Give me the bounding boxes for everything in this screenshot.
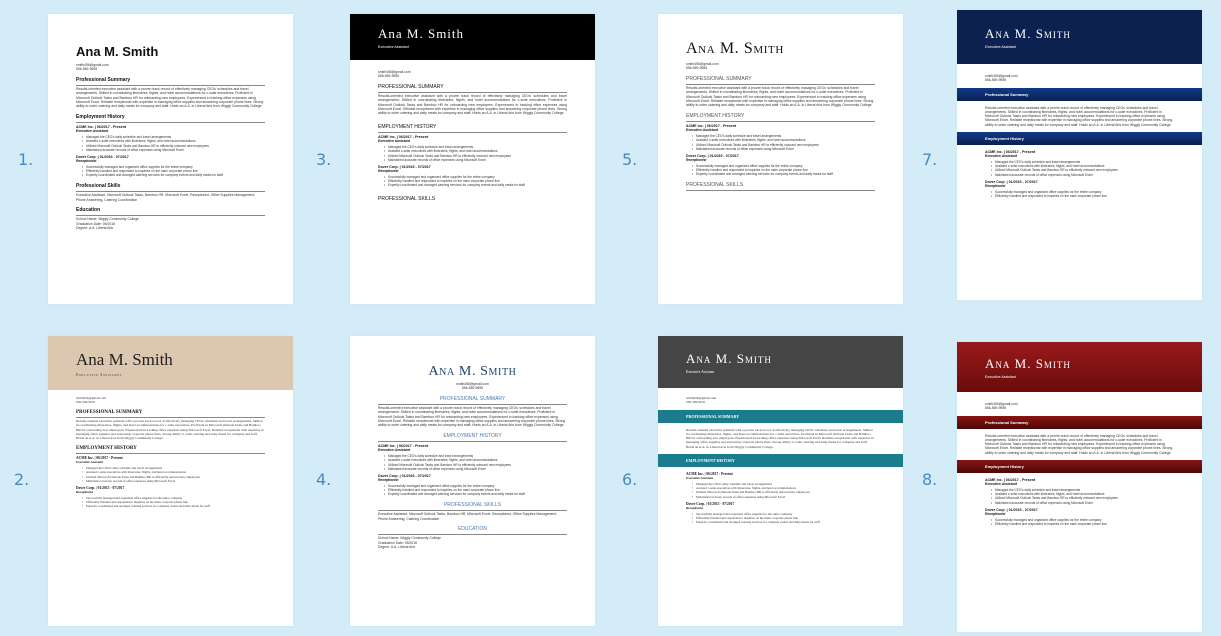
job-role: Executive Assistant (76, 460, 104, 465)
job-bullets (384, 454, 567, 471)
resume-name: Ana M. Smith (686, 350, 772, 366)
list-item: • Expertly coordinated and arranged catering services for company events and daily meals for staff (82, 173, 265, 177)
skills-text: Executive Assistant, Microsoft Outlook Tasks, Bamboo HR, Microsoft Excel, Receptionist, Office Supplies Management, Phone Answering, Catering Coordination (378, 512, 558, 521)
list-item: • Assisted c-suite executives with itineraries, flights, and hotel accommodations (384, 458, 567, 462)
divider (378, 510, 567, 511)
list-item: • Assisted c-suite executives with itineraries, flights, and hotel accommodations (692, 486, 875, 490)
divider (378, 441, 567, 442)
resume-name: Ana M. Smith (378, 25, 465, 41)
summary-text: Results-oriented executive assistant with a proven track record of effectively managing CEOs' schedules and travel arrangements. Skilled in coordinating itineraries, flights, and hotel accommodations for c-suite executives. Proficient in Microsoft Outlook Tasks and Bamboo HR for onboarding new employees. Experienced in tracking office expenses using Microsoft Excel. Reliable receptionist with expertise in managing office supplies and answering corporate phone lines. Strong ability to order catering and daily meals for company and staff. Holds an A.A. in Liberal Arts from Wiggly Community College. (378, 406, 566, 428)
list-item: • Successfully managed and organized office supplies for the entire company (384, 175, 567, 179)
job-role: Executive Assistant (985, 154, 1017, 159)
template-label-8: 8. (922, 470, 938, 489)
education-heading: Education (76, 206, 101, 213)
resume-phone: 656-569-9655 (76, 400, 96, 405)
summary-text: Results-oriented executive assistant with a proven track record of effectively managing CEOs' schedules and travel arrangements. Skilled in coordinating itineraries, flights, and hotel accommodations for c-suite executives. Proficient in Microsoft Outlook Tasks and Bamboo HR for onboarding new employees. Experienced in tracking office expenses using Microsoft Excel. Reliable receptionist with expertise in managing office supplies and answering corporate phone lines. Strong ability to order catering and daily meals for company and staff. Holds an A.A. in Liberal Arts from Wiggly Community College. (378, 94, 567, 116)
employment-heading: Employment History (76, 113, 125, 120)
education-degree: Degree: A.A. Liberal Arts (76, 226, 114, 231)
job-role: Receptionist (985, 511, 1006, 516)
list-item: • Maintained accurate records of office expenses using Microsoft Excel (991, 173, 1174, 177)
divider (76, 417, 265, 418)
resume-title: Executive Assistant (378, 44, 409, 49)
list-item: • Managed the CEO's daily schedule and travel arrangements (82, 135, 265, 139)
job-company: ACME Inc. | 06/2017 - Present (378, 135, 429, 140)
divider (378, 132, 567, 133)
divider (378, 534, 567, 535)
resume-phone: 656-569-9655 (76, 67, 98, 72)
job-bullets (384, 145, 567, 162)
list-item: • Assisted c-suite executives with itineraries, flights, and hotel accommodations (991, 164, 1174, 168)
education-school: School Name: Wiggly Community College (378, 536, 441, 541)
list-item: • Utilized Microsoft Outlook Tasks and Bamboo HR to efficiently onboard new employees (82, 144, 265, 148)
list-item: • Successfully managed and organized office supplies for the entire company (82, 165, 265, 169)
job-bullets (991, 190, 1174, 198)
list-item: • Managed the CEO's daily schedule and travel arrangements (991, 488, 1174, 492)
job-role: Receptionist (76, 490, 94, 495)
job-role: Receptionist (378, 478, 399, 483)
skills-heading: PROFESSIONAL SKILLS (443, 501, 502, 508)
resume-header (350, 14, 595, 60)
resume-header (48, 336, 293, 390)
summary-heading: PROFESSIONAL SUMMARY (439, 395, 506, 402)
education-heading: EDUCATION (457, 525, 488, 532)
job-company: ACME Inc. | 06/2017 - Present (985, 478, 1036, 483)
employment-heading: EMPLOYMENT HISTORY (686, 112, 745, 119)
resume-template-8[interactable] (957, 342, 1202, 632)
resume-header (957, 342, 1202, 392)
employment-heading: EMPLOYMENT HISTORY (658, 454, 903, 467)
list-item: • Maintained accurate records of office expenses using Microsoft Excel (692, 147, 875, 151)
list-item: • Expertly coordinated and arranged catering services for company events and daily meals for staff (384, 183, 567, 187)
list-item: • Successfully managed and organized office supplies for the entire company (384, 484, 567, 488)
resume-template-2[interactable] (48, 336, 293, 626)
resume-title: Executive Assistant (985, 44, 1016, 49)
list-item: • Maintained accurate records of office expenses using Microsoft Excel (991, 501, 1174, 505)
template-label-2: 2. (14, 470, 30, 489)
summary-heading: PROFESSIONAL SUMMARY (76, 409, 143, 415)
resume-phone: 656-569-9655 (985, 78, 1007, 83)
list-item: • Efficiently handled and responded to inquiries on the main corporate phone line (82, 500, 265, 504)
resume-email: smith456@gmail.com (456, 382, 489, 386)
resume-email: smith456@gmail.com (985, 402, 1018, 406)
list-item: • Maintained accurate records of office expenses using Microsoft Excel (384, 467, 567, 471)
job-role: Executive Assistant (378, 448, 410, 453)
employment-heading: Employment History (957, 460, 1202, 473)
job-bullets (82, 165, 265, 178)
list-item: • Assisted c-suite executives with itineraries, flights, and hotel accommodations (82, 470, 265, 474)
list-item: • Utilized Microsoft Outlook Tasks and Bamboo HR to efficiently onboard new employees (692, 490, 875, 494)
job-bullets (991, 488, 1174, 505)
job-company: Dover Corp. | 01/2015 - 07/2017 (378, 165, 431, 170)
list-item: • Efficiently handled and responded to inquiries on the main corporate phone line (692, 168, 875, 172)
divider (378, 404, 567, 405)
resume-email: smith456@gmail.com (686, 62, 719, 66)
resume-template-7[interactable] (957, 10, 1202, 300)
list-item: • Maintained accurate records of office expenses using Microsoft Excel (82, 479, 265, 483)
job-role: Executive Assistant (378, 139, 410, 144)
education-degree: Degree: A.A. Liberal Arts (378, 545, 416, 550)
job-bullets (692, 512, 875, 525)
summary-heading: Professional Summary (76, 76, 131, 83)
summary-text: Results-oriented executive assistant with a proven track record of effectively managing CEOs' schedules and travel arrangements. Skilled in coordinating itineraries, flights, and hotel accommodations for c-suite executives. Proficient in Microsoft Outlook Tasks and Bamboo HR for onboarding new employees. Experienced in tracking office expenses using Microsoft Excel. Reliable receptionist with expertise in managing office supplies and answering corporate phone lines. Strong ability to order catering and daily meals for company and staff. Holds an A.A. in Liberal Arts from Wiggly Community College. (985, 433, 1173, 455)
resume-email: smith456@gmail.com (76, 63, 109, 67)
summary-text: Results-oriented executive assistant with a proven track record of effectively managing CEOs' schedules and travel arrangements. Skilled in coordinating itineraries, flights, and hotel accommodations for c-suite executives. Proficient in Microsoft Outlook Tasks and Bamboo HR for onboarding new employees. Experienced in tracking office expenses using Microsoft Excel. Reliable receptionist with expertise in managing office supplies and answering corporate phone lines. Strong ability to order catering and daily meals for company and staff. Holds an A.A. in Liberal Arts from Wiggly Community College. (686, 427, 874, 449)
skills-text: Executive Assistant, Microsoft Outlook Tasks, Bamboo HR, Microsoft Excel, Receptionist, Office Supplies Management, Phone Answering, Catering Coordination (76, 193, 256, 202)
list-item: • Managed the CEO's daily schedule and travel arrangements (692, 134, 875, 138)
list-item: • Utilized Microsoft Outlook Tasks and Bamboo HR to efficiently onboard new employees (384, 463, 567, 467)
list-item: • Assisted c-suite executives with itineraries, flights, and hotel accommodations (692, 138, 875, 142)
divider (76, 215, 265, 216)
list-item: • Maintained accurate records of office expenses using Microsoft Excel (82, 148, 265, 152)
list-item: • Expertly coordinated and arranged catering services for company events and daily meals for staff (692, 520, 875, 524)
resume-name: Ana M. Smith (686, 40, 784, 57)
list-item: • Efficiently handled and responded to inquiries on the main corporate phone line (991, 522, 1174, 526)
resume-title: Executive Assistant (686, 369, 715, 374)
resume-title: Executive Assistant (76, 372, 122, 377)
employment-heading: EMPLOYMENT HISTORY (378, 123, 437, 130)
list-item: • Managed the CEO's daily schedule and travel arrangements (991, 160, 1174, 164)
resume-template-3[interactable] (350, 14, 595, 304)
list-item: • Expertly coordinated and arranged catering services for company events and daily meals for staff (692, 172, 875, 176)
job-company: ACME Inc. | 06/2017 - Present (686, 124, 737, 129)
job-company: ACME Inc. | 06/2017 - Present (76, 456, 123, 461)
list-item: • Managed the CEO's daily schedule and travel arrangements (82, 466, 265, 470)
job-company: Dover Corp. | 01/2015 - 07/2017 (985, 179, 1038, 184)
job-role: Receptionist (76, 159, 97, 164)
job-bullets (82, 135, 265, 152)
job-role: Receptionist (985, 183, 1006, 188)
list-item: • Expertly coordinated and arranged catering services for company events and daily meals for staff (82, 504, 265, 508)
resume-phone: 656-569-9655 (461, 386, 484, 391)
summary-heading: Professional Summary (957, 88, 1202, 101)
job-role: Executive Assistant (985, 482, 1017, 487)
education-school: School Name: Wiggly Community College (76, 217, 139, 222)
summary-text: Results-oriented executive assistant with a proven track record of effectively managing CEOs' schedules and travel arrangements. Skilled in coordinating itineraries, flights, and hotel accommodations for c-suite executives. Proficient in Microsoft Outlook Tasks and Bamboo HR for onboarding new employees. Experienced in tracking office expenses using Microsoft Excel. Reliable receptionist with expertise in managing office supplies and answering corporate phone lines. Strong ability to order catering and daily meals for company and staff. Holds an A.A. in Liberal Arts from Wiggly Community College. (686, 86, 874, 108)
employment-heading: Employment History (957, 132, 1202, 145)
list-item: • Successfully managed and organized office supplies for the entire company (692, 164, 875, 168)
resume-name: Ana M. Smith (985, 355, 1071, 371)
divider (76, 453, 265, 454)
resume-template-6[interactable] (658, 336, 903, 626)
skills-heading: PROFESSIONAL SKILLS (686, 181, 744, 188)
job-company: Dover Corp. | 01/2015 - 07/2017 (76, 155, 129, 160)
list-item: • Managed the CEO's daily schedule and travel arrangements (384, 145, 567, 149)
education-date: Graduation Date: 05/2016 (76, 221, 116, 226)
employment-heading: EMPLOYMENT HISTORY (76, 445, 137, 451)
job-bullets (82, 466, 265, 483)
divider (76, 85, 265, 86)
employment-heading: EMPLOYMENT HISTORY (443, 432, 502, 439)
list-item: • Successfully managed and organized office supplies for the entire company (82, 496, 265, 500)
list-item: • Successfully managed and organized office supplies for the entire company (692, 512, 875, 516)
resume-template-5[interactable] (658, 14, 903, 304)
resume-email: smith456@gmail.com (686, 396, 717, 400)
resume-template-4[interactable] (350, 336, 595, 626)
resume-phone: 656-569-9655 (378, 74, 400, 79)
summary-text: Results-oriented executive assistant with a proven track record of effectively managing CEOs' schedules and travel arrangements. Skilled in coordinating itineraries, flights, and hotel accommodations for c-suite executives. Proficient in Microsoft Outlook Tasks and Bamboo HR for onboarding new employees. Experienced in tracking office expenses using Microsoft Excel. Reliable receptionist with expertise in managing office supplies and answering corporate phone lines. Strong ability to order catering and daily meals for company and staff. Holds an A.A. in Liberal Arts from Wiggly Community College. (76, 87, 264, 109)
list-item: • Utilized Microsoft Outlook Tasks and Bamboo HR to efficiently onboard new employees (384, 154, 567, 158)
resume-template-1[interactable] (48, 14, 293, 304)
job-bullets (692, 164, 875, 177)
job-role: Receptionist (686, 158, 707, 163)
template-label-5: 5. (622, 150, 638, 169)
list-item: • Utilized Microsoft Outlook Tasks and Bamboo HR to efficiently onboard new employees (692, 143, 875, 147)
job-bullets (82, 496, 265, 509)
list-item: • Efficiently handled and responded to inquiries on the main corporate phone line (384, 179, 567, 183)
list-item: • Successfully managed and organized office supplies for the entire company (991, 190, 1174, 194)
job-role: Executive Assistant (686, 128, 718, 133)
resume-name: Ana M. Smith (76, 44, 159, 59)
job-bullets (692, 134, 875, 151)
divider (686, 84, 875, 85)
summary-heading: PROFESSIONAL SUMMARY (686, 75, 752, 82)
job-bullets (384, 484, 567, 497)
job-company: Dover Corp. | 01/2015 - 07/2017 (686, 501, 735, 506)
list-item: • Efficiently handled and responded to inquiries on the main corporate phone line (692, 516, 875, 520)
resume-name: Ana M. Smith (428, 364, 517, 379)
job-role: Executive Assistant (686, 476, 714, 481)
list-item: • Efficiently handled and responded to inquiries on the main corporate phone line (991, 194, 1174, 198)
divider (76, 122, 265, 123)
list-item: • Maintained accurate records of office expenses using Microsoft Excel (384, 158, 567, 162)
job-company: ACME Inc. | 06/2017 - Present (76, 125, 127, 130)
job-company: Dover Corp. | 01/2015 - 07/2017 (76, 486, 125, 491)
job-bullets (384, 175, 567, 188)
skills-heading: Professional Skills (76, 182, 121, 189)
summary-heading: Professional Summary (957, 416, 1202, 429)
list-item: • Expertly coordinated and arranged catering services for company events and daily meals for staff (384, 492, 567, 496)
summary-text: Results-oriented executive assistant with a proven track record of effectively managing CEOs' schedules and travel arrangements. Skilled in coordinating itineraries, flights, and hotel accommodations for c-suite executives. Proficient in Microsoft Outlook Tasks and Bamboo HR for onboarding new employees. Experienced in tracking office expenses using Microsoft Excel. Reliable receptionist with expertise in managing office supplies and answering corporate phone lines. Strong ability to order catering and daily meals for company and staff. Holds an A.A. in Liberal Arts from Wiggly Community College. (76, 419, 264, 441)
resume-phone: 656-569-9655 (686, 400, 706, 405)
resume-email: smith456@gmail.com (378, 70, 411, 74)
job-company: Dover Corp. | 01/2015 - 07/2017 (378, 474, 431, 479)
job-bullets (991, 160, 1174, 177)
divider (686, 121, 875, 122)
resume-name: Ana M. Smith (985, 25, 1071, 41)
list-item: • Efficiently handled and responded to inquiries on the main corporate phone line (82, 169, 265, 173)
list-item: • Utilized Microsoft Outlook Tasks and Bamboo HR to efficiently onboard new employees (991, 496, 1174, 500)
resume-header (658, 336, 903, 388)
list-item: • Managed the CEO's daily schedule and travel arrangements (384, 454, 567, 458)
template-label-1: 1. (18, 150, 34, 169)
list-item: • Assisted c-suite executives with itineraries, flights, and hotel accommodations (991, 492, 1174, 496)
job-bullets (692, 482, 875, 499)
list-item: • Maintained accurate records of office expenses using Microsoft Excel (692, 495, 875, 499)
job-role: Executive Assistant (76, 129, 108, 134)
job-company: ACME Inc. | 06/2017 - Present (378, 444, 429, 449)
list-item: • Utilized Microsoft Outlook Tasks and Bamboo HR to efficiently onboard new employees (82, 475, 265, 479)
education-date: Graduation Date: 05/2016 (378, 540, 418, 545)
resume-name: Ana M. Smith (76, 349, 173, 369)
list-item: • Efficiently handled and responded to inquiries on the main corporate phone line (384, 488, 567, 492)
resume-title: Executive Assistant (985, 374, 1016, 379)
job-role: Receptionist (686, 505, 704, 510)
job-bullets (991, 518, 1174, 526)
resume-email: smith456@gmail.com (76, 396, 107, 400)
list-item: • Managed the CEO's daily schedule and travel arrangements (692, 482, 875, 486)
skills-heading: PROFESSIONAL SKILLS (378, 195, 436, 202)
resume-phone: 656-569-9655 (985, 406, 1007, 411)
job-company: ACME Inc. | 06/2017 - Present (985, 150, 1036, 155)
resume-header (957, 10, 1202, 64)
job-company: Dover Corp. | 01/2015 - 07/2017 (686, 154, 739, 159)
template-label-4: 4. (316, 470, 332, 489)
job-company: ACME Inc. | 06/2017 - Present (686, 472, 733, 477)
template-label-3: 3. (316, 150, 332, 169)
template-label-7: 7. (922, 150, 938, 169)
job-company: Dover Corp. | 01/2015 - 07/2017 (985, 507, 1038, 512)
divider (686, 190, 875, 191)
resume-email: smith456@gmail.com (985, 74, 1018, 78)
divider (76, 191, 265, 192)
resume-phone: 656-569-9655 (686, 66, 708, 71)
summary-heading: PROFESSIONAL SUMMARY (658, 410, 903, 423)
list-item: • Utilized Microsoft Outlook Tasks and Bamboo HR to efficiently onboard new employees (991, 168, 1174, 172)
summary-heading: PROFESSIONAL SUMMARY (378, 83, 444, 90)
list-item: • Assisted c-suite executives with itineraries, flights, and hotel accommodations (82, 139, 265, 143)
job-role: Receptionist (378, 169, 399, 174)
template-label-6: 6. (622, 470, 638, 489)
list-item: • Successfully managed and organized office supplies for the entire company (991, 518, 1174, 522)
list-item: • Assisted c-suite executives with itineraries, flights, and hotel accommodations (384, 149, 567, 153)
summary-text: Results-oriented executive assistant with a proven track record of effectively managing CEOs' schedules and travel arrangements. Skilled in coordinating itineraries, flights, and hotel accommodations for c-suite executives. Proficient in Microsoft Outlook Tasks and Bamboo HR for onboarding new employees. Experienced in tracking office expenses using Microsoft Excel. Reliable receptionist with expertise in managing office supplies and answering corporate phone lines. Strong ability to order catering and daily meals for company and staff. Holds an A.A. in Liberal Arts from Wiggly Community College. (985, 105, 1173, 127)
divider (378, 92, 567, 93)
